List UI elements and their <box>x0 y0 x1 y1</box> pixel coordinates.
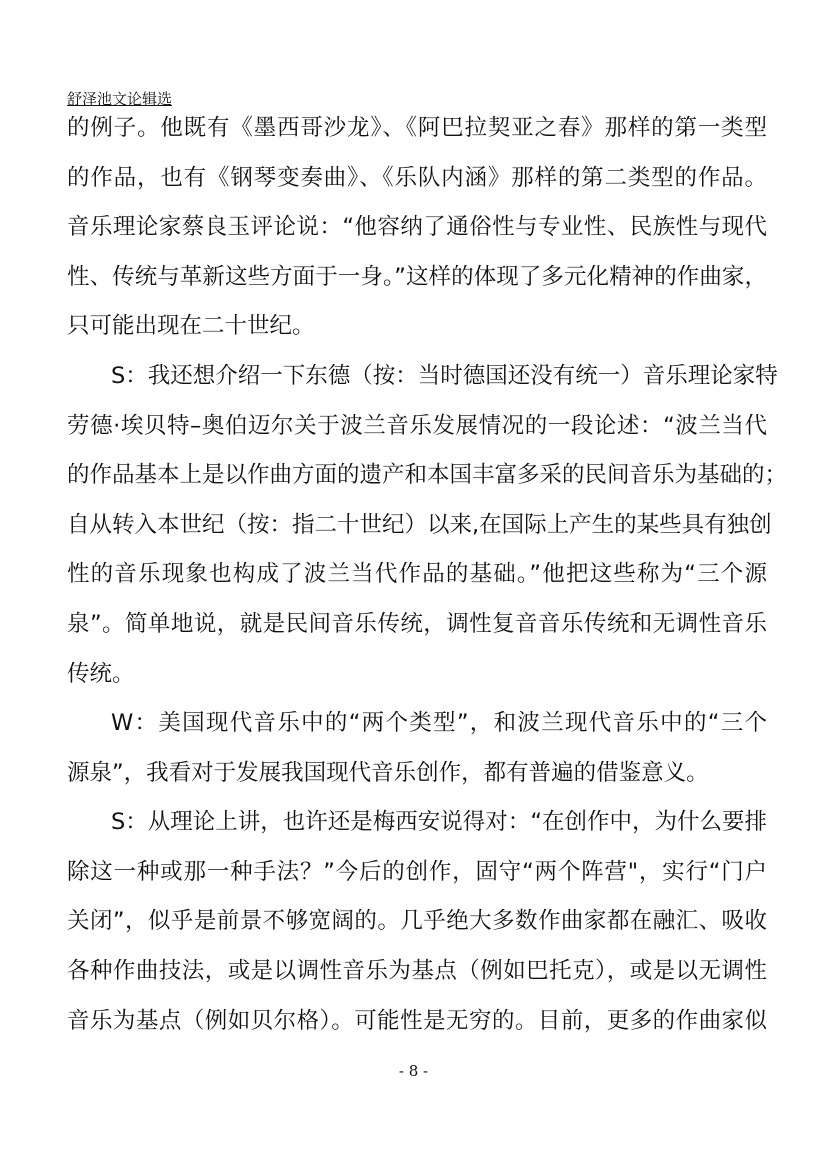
text-line: 性、传统与革新这些方面于一身。”这样的体现了多元化精神的作曲家， <box>67 264 767 290</box>
paragraph-start: S：从理论上讲，也许还是梅西安说得对：“在创作中，为什么要排 <box>111 809 767 835</box>
text-line: 自从转入本世纪（按：指二十世纪）以来,在国际上产生的某些具有独创 <box>67 512 772 538</box>
text-line: 关闭”，似乎是前景不够宽阔的。几乎绝大多数作曲家都在融汇、吸收 <box>67 908 767 934</box>
text-line: 泉”。简单地说，就是民间音乐传统，调性复音音乐传统和无调性音乐 <box>67 611 767 637</box>
text-line: 源泉”，我看对于发展我国现代音乐创作，都有普遍的借鉴意义。 <box>67 760 709 786</box>
text-line: 传统。 <box>67 661 135 687</box>
page-number: - 8 - <box>398 1062 429 1080</box>
paragraph-start: S：我还想介绍一下东德（按：当时德国还没有统一）音乐理论家特 <box>111 363 778 389</box>
text-line: 各种作曲技法，或是以调性音乐为基点（例如巴托克），或是以无调性 <box>67 958 767 984</box>
text-line: 除这一种或那一种手法？”今后的创作，固守“两个阵营"，实行“门户 <box>67 859 767 885</box>
text-line: 音乐为基点（例如贝尔格）。可能性是无穷的。目前，更多的作曲家似 <box>67 1008 767 1034</box>
text-line: 性的音乐现象也构成了波兰当代作品的基础。”他把这些称为“三个源 <box>67 561 767 587</box>
text-line: 的作品，也有《钢琴变奏曲》、《乐队内涵》那样的第二类型的作品。 <box>67 165 767 191</box>
text-line: 劳德·埃贝特–奥伯迈尔关于波兰音乐发展情况的一段论述：“波兰当代 <box>67 413 767 439</box>
text-line: 只可能出现在二十世纪。 <box>67 313 315 339</box>
text-line: 的作品基本上是以作曲方面的遗产和本国丰富多采的民间音乐为基础的； <box>67 462 788 488</box>
paragraph-start: W：美国现代音乐中的“两个类型”，和波兰现代音乐中的“三个 <box>111 710 767 736</box>
running-header: 舒泽池文论辑选 <box>67 90 173 108</box>
text-line: 音乐理论家蔡良玉评论说：“他容纳了通俗性与专业性、民族性与现代 <box>67 214 767 240</box>
text-line: 的例子。他既有《墨西哥沙龙》、《阿巴拉契亚之春》那样的第一类型 <box>67 115 767 141</box>
